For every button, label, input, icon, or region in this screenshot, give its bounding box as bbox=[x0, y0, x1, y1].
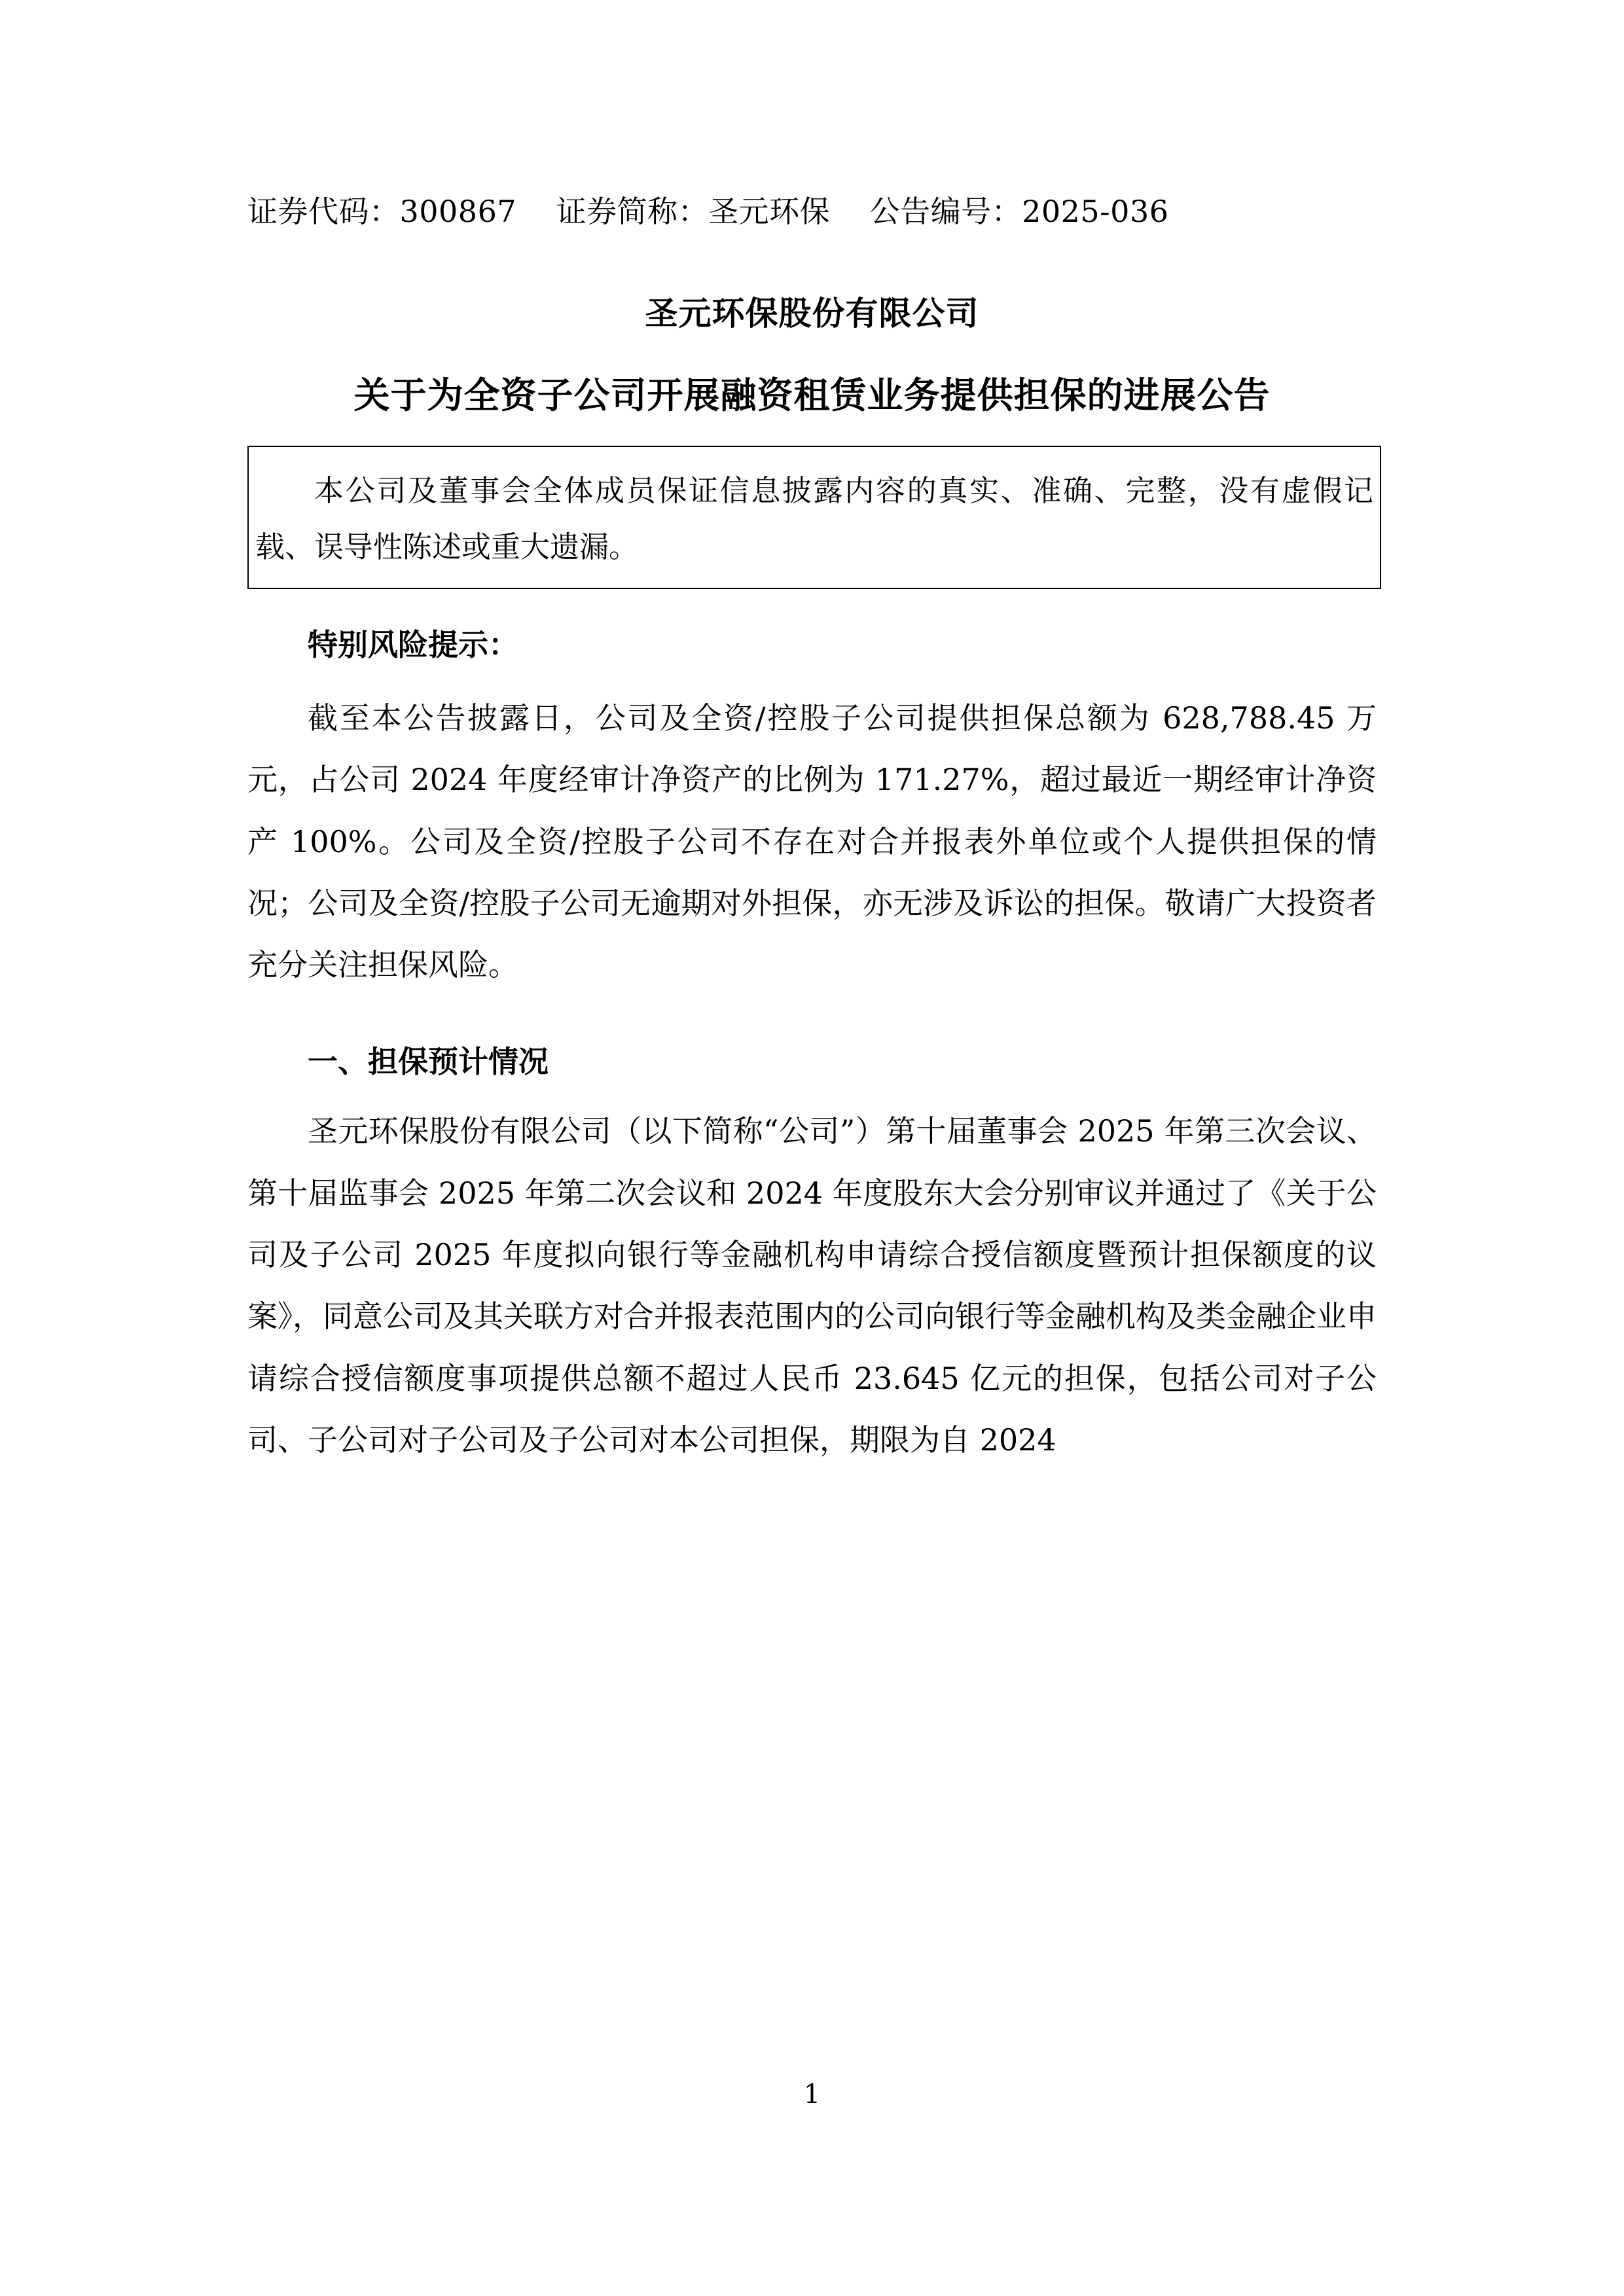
page-number: 1 bbox=[803, 2079, 821, 2109]
risk-warning-paragraph: 截至本公告披露日，公司及全资/控股子公司提供担保总额为 628,788.45 万元，占公司 2024 年度经审计净资产的比例为 171.27%，超过最近一期经审计净资产 100%。公司及全资/控股子公司不存在对合并报表外单位或个人提供担保的情况；公司及全资/控股子公司无逾期对外担保，亦无涉及诉讼的担保。敬请广大投资者充分关注担保风险。 bbox=[247, 700, 1377, 983]
section-one-paragraph: 圣元环保股份有限公司（以下简称“公司”）第十届董事会 2025 年第三次会议、第十届监事会 2025 年第二次会议和 2024 年度股东大会分别审议并通过了《关于公司及子公司 2025 年度拟向银行等金融机构申请综合授信额度暨预计担保额度的议案》，同意公司及其关联方对合并报表范围内的公司向银行等金融机构及类金融企业申请综合授信额度事项提供总额不超过人民币 23.645 亿元的担保，包括公司对子公司、子公司对子公司及子公司对本公司担保，期限为自 2024 bbox=[247, 1113, 1377, 1458]
section-one-heading: 一、担保预计情况 bbox=[308, 1044, 549, 1080]
risk-warning-heading: 特别风险提示： bbox=[308, 627, 518, 662]
announcement-title: 关于为全资子公司开展融资租赁业务提供担保的进展公告 bbox=[353, 374, 1271, 416]
disclaimer-box bbox=[247, 446, 1381, 589]
company-title: 圣元环保股份有限公司 bbox=[645, 294, 979, 332]
disclaimer-text: 本公司及董事会全体成员保证信息披露内容的真实、准确、完整，没有虚假记载、误导性陈述或重大遗漏。 bbox=[255, 473, 1373, 564]
security-code-header: 证券代码：300867 证券简称：圣元环保 公告编号：2025-036 bbox=[247, 194, 1169, 229]
